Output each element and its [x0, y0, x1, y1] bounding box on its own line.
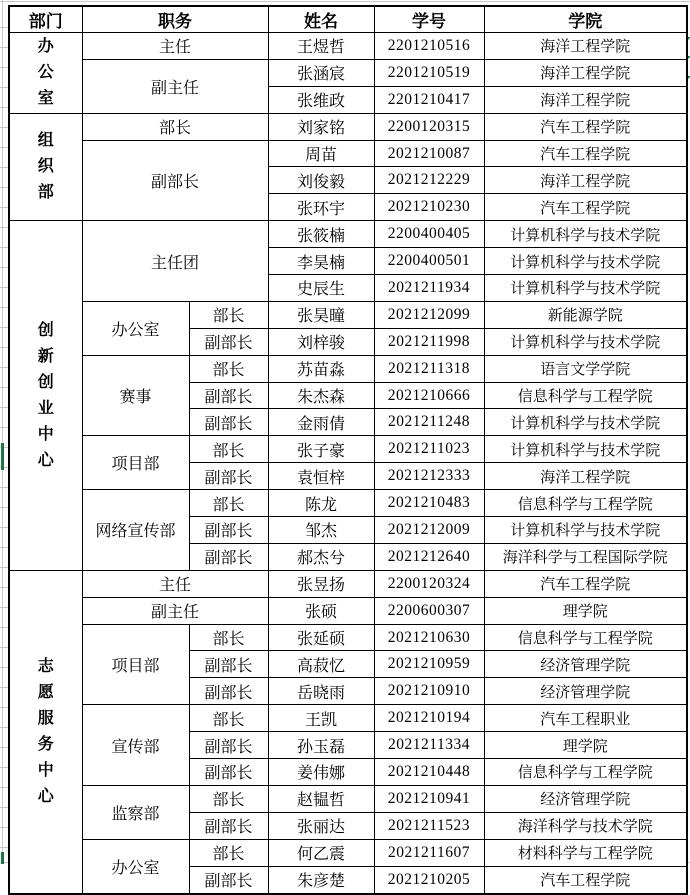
college-cell[interactable]: 信息科学与工程学院	[484, 759, 687, 786]
name-cell[interactable]: 张筱楠	[268, 221, 374, 248]
table-row	[9, 355, 687, 382]
dept-cell[interactable]	[9, 33, 82, 114]
name-cell[interactable]: 袁恒梓	[268, 463, 374, 490]
id-cell[interactable]: 2021211023	[374, 436, 484, 463]
name-cell[interactable]: 岳晓雨	[268, 678, 374, 705]
dept-char: 中	[37, 761, 54, 779]
column-header-position[interactable]: 职务	[82, 6, 268, 33]
name-cell[interactable]: 朱彦楚	[268, 866, 374, 893]
name-cell[interactable]: 张环宇	[268, 194, 374, 221]
id-cell[interactable]: 2021210205	[374, 866, 484, 893]
selection-border-fragment	[1, 443, 4, 470]
college-cell[interactable]: 经济管理学院	[484, 651, 687, 678]
dept-cell[interactable]	[9, 221, 82, 571]
college-cell[interactable]: 汽车工程学院	[484, 113, 687, 140]
selection-border-fragment	[1, 852, 4, 864]
id-cell[interactable]: 2021210087	[374, 140, 484, 167]
college-cell[interactable]: 海洋科学与技术学院	[484, 812, 687, 839]
college-cell[interactable]: 信息科学与工程学院	[484, 382, 687, 409]
college-cell[interactable]: 计算机科学与技术学院	[484, 221, 687, 248]
column-header-student-id[interactable]: 学号	[374, 6, 484, 33]
name-cell[interactable]: 何乙震	[268, 839, 374, 866]
pos-cell[interactable]: 主任团	[82, 221, 268, 302]
id-cell[interactable]: 2021212009	[374, 517, 484, 544]
subdept-cell[interactable]: 监察部	[82, 785, 189, 839]
name-cell[interactable]: 张维政	[268, 86, 374, 113]
college-cell[interactable]: 海洋工程学院	[484, 33, 687, 60]
role-cell[interactable]: 副部长	[189, 382, 268, 409]
name-cell[interactable]: 张子豪	[268, 436, 374, 463]
name-cell[interactable]: 高菽忆	[268, 651, 374, 678]
role-cell[interactable]: 副部长	[189, 463, 268, 490]
sheet-gridline-ticks-left	[0, 8, 8, 864]
id-cell[interactable]: 2021210194	[374, 705, 484, 732]
name-cell[interactable]: 赵韫哲	[268, 785, 374, 812]
subdept-cell[interactable]: 项目部	[82, 436, 189, 490]
role-cell[interactable]: 部长	[189, 839, 268, 866]
id-cell[interactable]: 2021210910	[374, 678, 484, 705]
name-cell[interactable]: 张昊曈	[268, 301, 374, 328]
name-cell[interactable]: 王煜哲	[268, 33, 374, 60]
id-cell[interactable]: 2021211334	[374, 732, 484, 759]
name-cell[interactable]: 张昱扬	[268, 570, 374, 597]
dept-char: 中	[37, 425, 54, 443]
college-cell[interactable]: 理学院	[484, 732, 687, 759]
role-cell[interactable]: 副部长	[189, 866, 268, 893]
dept-char: 服	[37, 709, 54, 727]
subdept-cell[interactable]: 宣传部	[82, 705, 189, 786]
role-cell[interactable]: 副部长	[189, 409, 268, 436]
college-cell[interactable]: 经济管理学院	[484, 678, 687, 705]
name-cell[interactable]: 张延硕	[268, 624, 374, 651]
dept-char: 愿	[37, 683, 54, 701]
name-cell[interactable]: 刘梓骏	[268, 328, 374, 355]
name-cell[interactable]: 陈龙	[268, 490, 374, 517]
student-org-roster-table	[8, 5, 688, 895]
dept-char: 创	[37, 321, 54, 339]
college-cell[interactable]: 理学院	[484, 597, 687, 624]
table-row	[9, 113, 687, 140]
role-cell[interactable]: 部长	[189, 355, 268, 382]
id-cell[interactable]: 2200120324	[374, 570, 484, 597]
table-row	[9, 301, 687, 328]
pos-cell[interactable]: 部长	[82, 113, 268, 140]
id-cell[interactable]: 2200120315	[374, 113, 484, 140]
subdept-cell[interactable]: 赛事	[82, 355, 189, 436]
id-cell[interactable]: 2021212099	[374, 301, 484, 328]
table-row	[9, 785, 687, 812]
dept-char: 心	[37, 451, 54, 469]
college-cell[interactable]: 语言文学学院	[484, 355, 687, 382]
table-row	[9, 624, 687, 651]
id-cell[interactable]: 2021210483	[374, 490, 484, 517]
role-cell[interactable]: 副部长	[189, 759, 268, 786]
dept-char: 公	[37, 63, 54, 81]
table-row	[9, 59, 687, 86]
role-cell[interactable]: 副部长	[189, 328, 268, 355]
subdept-cell[interactable]: 办公室	[82, 301, 189, 355]
role-cell[interactable]: 部长	[189, 705, 268, 732]
college-cell[interactable]: 海洋工程学院	[484, 463, 687, 490]
dept-char: 心	[37, 787, 54, 805]
role-cell[interactable]: 副部长	[189, 651, 268, 678]
id-cell[interactable]: 2201210417	[374, 86, 484, 113]
name-cell[interactable]: 李昊楠	[268, 248, 374, 275]
dept-char: 志	[37, 657, 54, 675]
id-cell[interactable]: 2021211523	[374, 812, 484, 839]
name-cell[interactable]: 姜伟娜	[268, 759, 374, 786]
dept-char: 组	[37, 131, 54, 149]
table-row	[9, 705, 687, 732]
column-header-department[interactable]: 部门	[9, 6, 82, 33]
name-cell[interactable]: 张丽达	[268, 812, 374, 839]
table-row	[9, 140, 687, 167]
role-cell[interactable]: 部长	[189, 436, 268, 463]
header-row	[9, 6, 687, 33]
name-cell[interactable]: 金雨倩	[268, 409, 374, 436]
college-cell[interactable]: 计算机科学与技术学院	[484, 517, 687, 544]
dept-char: 织	[37, 157, 54, 175]
id-cell[interactable]: 2021212333	[374, 463, 484, 490]
role-cell[interactable]: 部长	[189, 301, 268, 328]
pos-cell[interactable]: 主任	[82, 33, 268, 60]
sheet-gridline-top	[0, 1, 690, 2]
id-cell[interactable]: 2200600307	[374, 597, 484, 624]
table-row	[9, 839, 687, 866]
college-cell[interactable]: 汽车工程学院	[484, 194, 687, 221]
college-cell[interactable]: 海洋工程学院	[484, 59, 687, 86]
name-cell[interactable]: 王凯	[268, 705, 374, 732]
dept-char: 办	[37, 37, 54, 55]
name-cell[interactable]: 张涵宸	[268, 59, 374, 86]
college-cell[interactable]: 信息科学与工程学院	[484, 490, 687, 517]
college-cell[interactable]: 新能源学院	[484, 301, 687, 328]
id-cell[interactable]: 2021211318	[374, 355, 484, 382]
college-cell[interactable]: 计算机科学与技术学院	[484, 248, 687, 275]
id-cell[interactable]: 2021210448	[374, 759, 484, 786]
id-cell[interactable]: 2021211248	[374, 409, 484, 436]
id-cell[interactable]: 2200400405	[374, 221, 484, 248]
name-cell[interactable]: 苏苗淼	[268, 355, 374, 382]
dept-char: 部	[37, 183, 54, 201]
pos-cell[interactable]: 副主任	[82, 597, 268, 624]
dept-char: 务	[37, 735, 54, 753]
id-cell[interactable]: 2021212229	[374, 167, 484, 194]
college-cell[interactable]: 海洋科学与工程国际学院	[484, 543, 687, 570]
name-cell[interactable]: 周苗	[268, 140, 374, 167]
name-cell[interactable]: 刘俊毅	[268, 167, 374, 194]
role-cell[interactable]: 副部长	[189, 517, 268, 544]
id-cell[interactable]: 2021210941	[374, 785, 484, 812]
role-cell[interactable]: 部长	[189, 785, 268, 812]
college-cell[interactable]: 经济管理学院	[484, 785, 687, 812]
college-cell[interactable]: 计算机科学与技术学院	[484, 275, 687, 302]
college-cell[interactable]: 计算机科学与技术学院	[484, 328, 687, 355]
name-cell[interactable]: 邹杰	[268, 517, 374, 544]
college-cell[interactable]: 汽车工程学院	[484, 866, 687, 893]
dept-char: 新	[37, 347, 54, 365]
id-cell[interactable]: 2021210959	[374, 651, 484, 678]
id-cell[interactable]: 2021211607	[374, 839, 484, 866]
id-cell[interactable]: 2021211934	[374, 275, 484, 302]
subdept-cell[interactable]: 项目部	[82, 624, 189, 705]
id-cell[interactable]: 2021210630	[374, 624, 484, 651]
dept-char: 创	[37, 373, 54, 391]
table-row	[9, 490, 687, 517]
college-cell[interactable]: 信息科学与工程学院	[484, 624, 687, 651]
pos-cell[interactable]: 副部长	[82, 140, 268, 221]
role-cell[interactable]: 部长	[189, 490, 268, 517]
id-cell[interactable]: 2200400501	[374, 248, 484, 275]
dept-char: 业	[37, 399, 54, 417]
table-row	[9, 33, 687, 60]
id-cell[interactable]: 2021210666	[374, 382, 484, 409]
table-row	[9, 221, 687, 248]
name-cell[interactable]: 刘家铭	[268, 113, 374, 140]
column-header-college[interactable]: 学院	[484, 6, 687, 33]
college-cell[interactable]: 汽车工程职业	[484, 705, 687, 732]
id-cell[interactable]: 2201210516	[374, 33, 484, 60]
college-cell[interactable]: 汽车工程学院	[484, 140, 687, 167]
table-row	[9, 436, 687, 463]
name-cell[interactable]: 史辰生	[268, 275, 374, 302]
role-cell[interactable]: 副部长	[189, 543, 268, 570]
name-cell[interactable]: 张硕	[268, 597, 374, 624]
role-cell[interactable]: 副部长	[189, 732, 268, 759]
dept-cell[interactable]	[9, 570, 82, 893]
college-cell[interactable]: 计算机科学与技术学院	[484, 409, 687, 436]
college-cell[interactable]: 汽车工程学院	[484, 570, 687, 597]
table-row	[9, 570, 687, 597]
dept-char: 室	[37, 89, 54, 107]
name-cell[interactable]: 郝杰兮	[268, 543, 374, 570]
dept-cell[interactable]	[9, 113, 82, 221]
id-cell[interactable]: 2021212640	[374, 543, 484, 570]
subdept-cell[interactable]: 办公室	[82, 839, 189, 893]
column-header-name[interactable]: 姓名	[268, 6, 374, 33]
college-cell[interactable]: 海洋工程学院	[484, 86, 687, 113]
subdept-cell[interactable]: 网络宣传部	[82, 490, 189, 571]
college-cell[interactable]: 材料科学与工程学院	[484, 839, 687, 866]
college-cell[interactable]: 海洋工程学院	[484, 167, 687, 194]
college-cell[interactable]: 计算机科学与技术学院	[484, 436, 687, 463]
id-cell[interactable]: 2021211998	[374, 328, 484, 355]
pos-cell[interactable]: 副主任	[82, 59, 268, 113]
role-cell[interactable]: 副部长	[189, 812, 268, 839]
id-cell[interactable]: 2201210519	[374, 59, 484, 86]
id-cell[interactable]: 2021210230	[374, 194, 484, 221]
role-cell[interactable]: 部长	[189, 624, 268, 651]
name-cell[interactable]: 朱杰森	[268, 382, 374, 409]
role-cell[interactable]: 副部长	[189, 678, 268, 705]
table-row	[9, 597, 687, 624]
name-cell[interactable]: 孙玉磊	[268, 732, 374, 759]
pos-cell[interactable]: 主任	[82, 570, 268, 597]
